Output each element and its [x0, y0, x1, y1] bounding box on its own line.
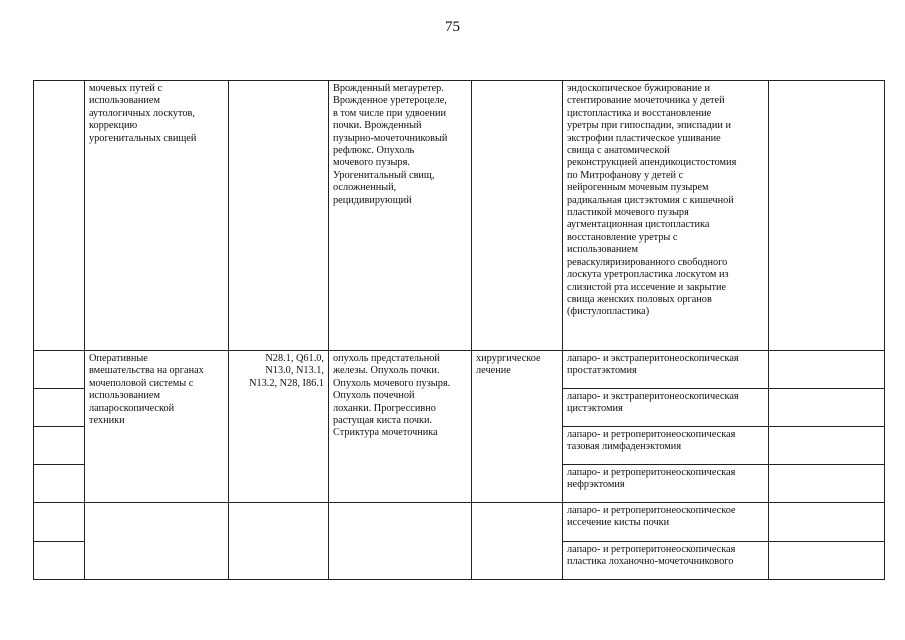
cell-method: лапаро- и экстраперитонеоскопическая цистэктомия — [563, 389, 769, 427]
cell-number — [34, 81, 85, 351]
cell-procedure — [85, 503, 229, 580]
cell-diagnosis — [329, 503, 472, 580]
table-row — [34, 81, 885, 351]
cell-treatment: хирургическое лечение — [472, 351, 563, 503]
cell-method: лапаро- и экстраперитонеоскопическая простатэктомия — [563, 351, 769, 389]
cell-method: лапаро- и ретроперитонеоскопическая пластика лоханочно-мочеточникового — [563, 542, 769, 580]
cell-treatment — [472, 81, 563, 351]
cell-extra — [769, 389, 885, 427]
cell-extra — [769, 465, 885, 503]
cell-extra — [769, 351, 885, 389]
cell-method: лапаро- и ретроперитонеоскопическая тазовая лимфаденэктомия — [563, 427, 769, 465]
cell-number — [34, 389, 85, 427]
cell-number — [34, 542, 85, 580]
cell-method: эндоскопическое бужирование и стентирование мочеточника у детей цистопластика и восстановление уретры при гипоспадии, эписпадии и экстрофии пластическое ушивание свища с анатомической реконструкцией апендикоцистостомия по Митрофанову у детей с нейрогенным мочевым пузырем радикальная цистэктомия с кишечной пластикой мочевого пузыря аугментационная цистопластика восстановление уретры с использованием реваскуляризированного свободного лоскута уретропластика лоскутом из слизистой рта иссечение и закрытие свища женских половых органов (фистулопластика) — [563, 81, 769, 351]
cell-extra — [769, 542, 885, 580]
cell-extra — [769, 503, 885, 542]
cell-method: лапаро- и ретроперитонеоскопическая нефрэктомия — [563, 465, 769, 503]
cell-diagnosis: опухоль предстательной железы. Опухоль почки. Опухоль мочевого пузыря. Опухоль почечной лоханки. Прогрессивно растущая киста почки. Стриктура мочеточника — [329, 351, 472, 503]
cell-diagnosis: Врожденный мегауретер. Врожденное уретероцеле, в том числе при удвоении почки. Врожденный пузырно-мочеточниковый рефлюкс. Опухоль мочевого пузыря. Урогенитальный свищ, осложненный, рецидивирующий — [329, 81, 472, 351]
cell-procedure: мочевых путей с использованием аутологичных лоскутов, коррекцию урогенитальных свищей — [85, 81, 229, 351]
cell-codes — [229, 503, 329, 580]
cell-extra — [769, 427, 885, 465]
cell-number — [34, 465, 85, 503]
table-row — [34, 351, 885, 389]
cell-treatment — [472, 503, 563, 580]
cell-codes: N28.1, Q61.0, N13.0, N13.1, N13.2, N28, I86.1 — [229, 351, 329, 503]
table-row — [34, 503, 885, 542]
cell-procedure: Оперативные вмешательства на органах мочеполовой системы с использованием лапароскопической техники — [85, 351, 229, 503]
page-number: 75 — [445, 19, 460, 35]
cell-number — [34, 351, 85, 389]
cell-number — [34, 503, 85, 542]
cell-method: лапаро- и ретроперитонеоскопическое иссечение кисты почки — [563, 503, 769, 542]
cell-number — [34, 427, 85, 465]
procedures-table — [33, 80, 885, 580]
cell-extra — [769, 81, 885, 351]
cell-codes — [229, 81, 329, 351]
